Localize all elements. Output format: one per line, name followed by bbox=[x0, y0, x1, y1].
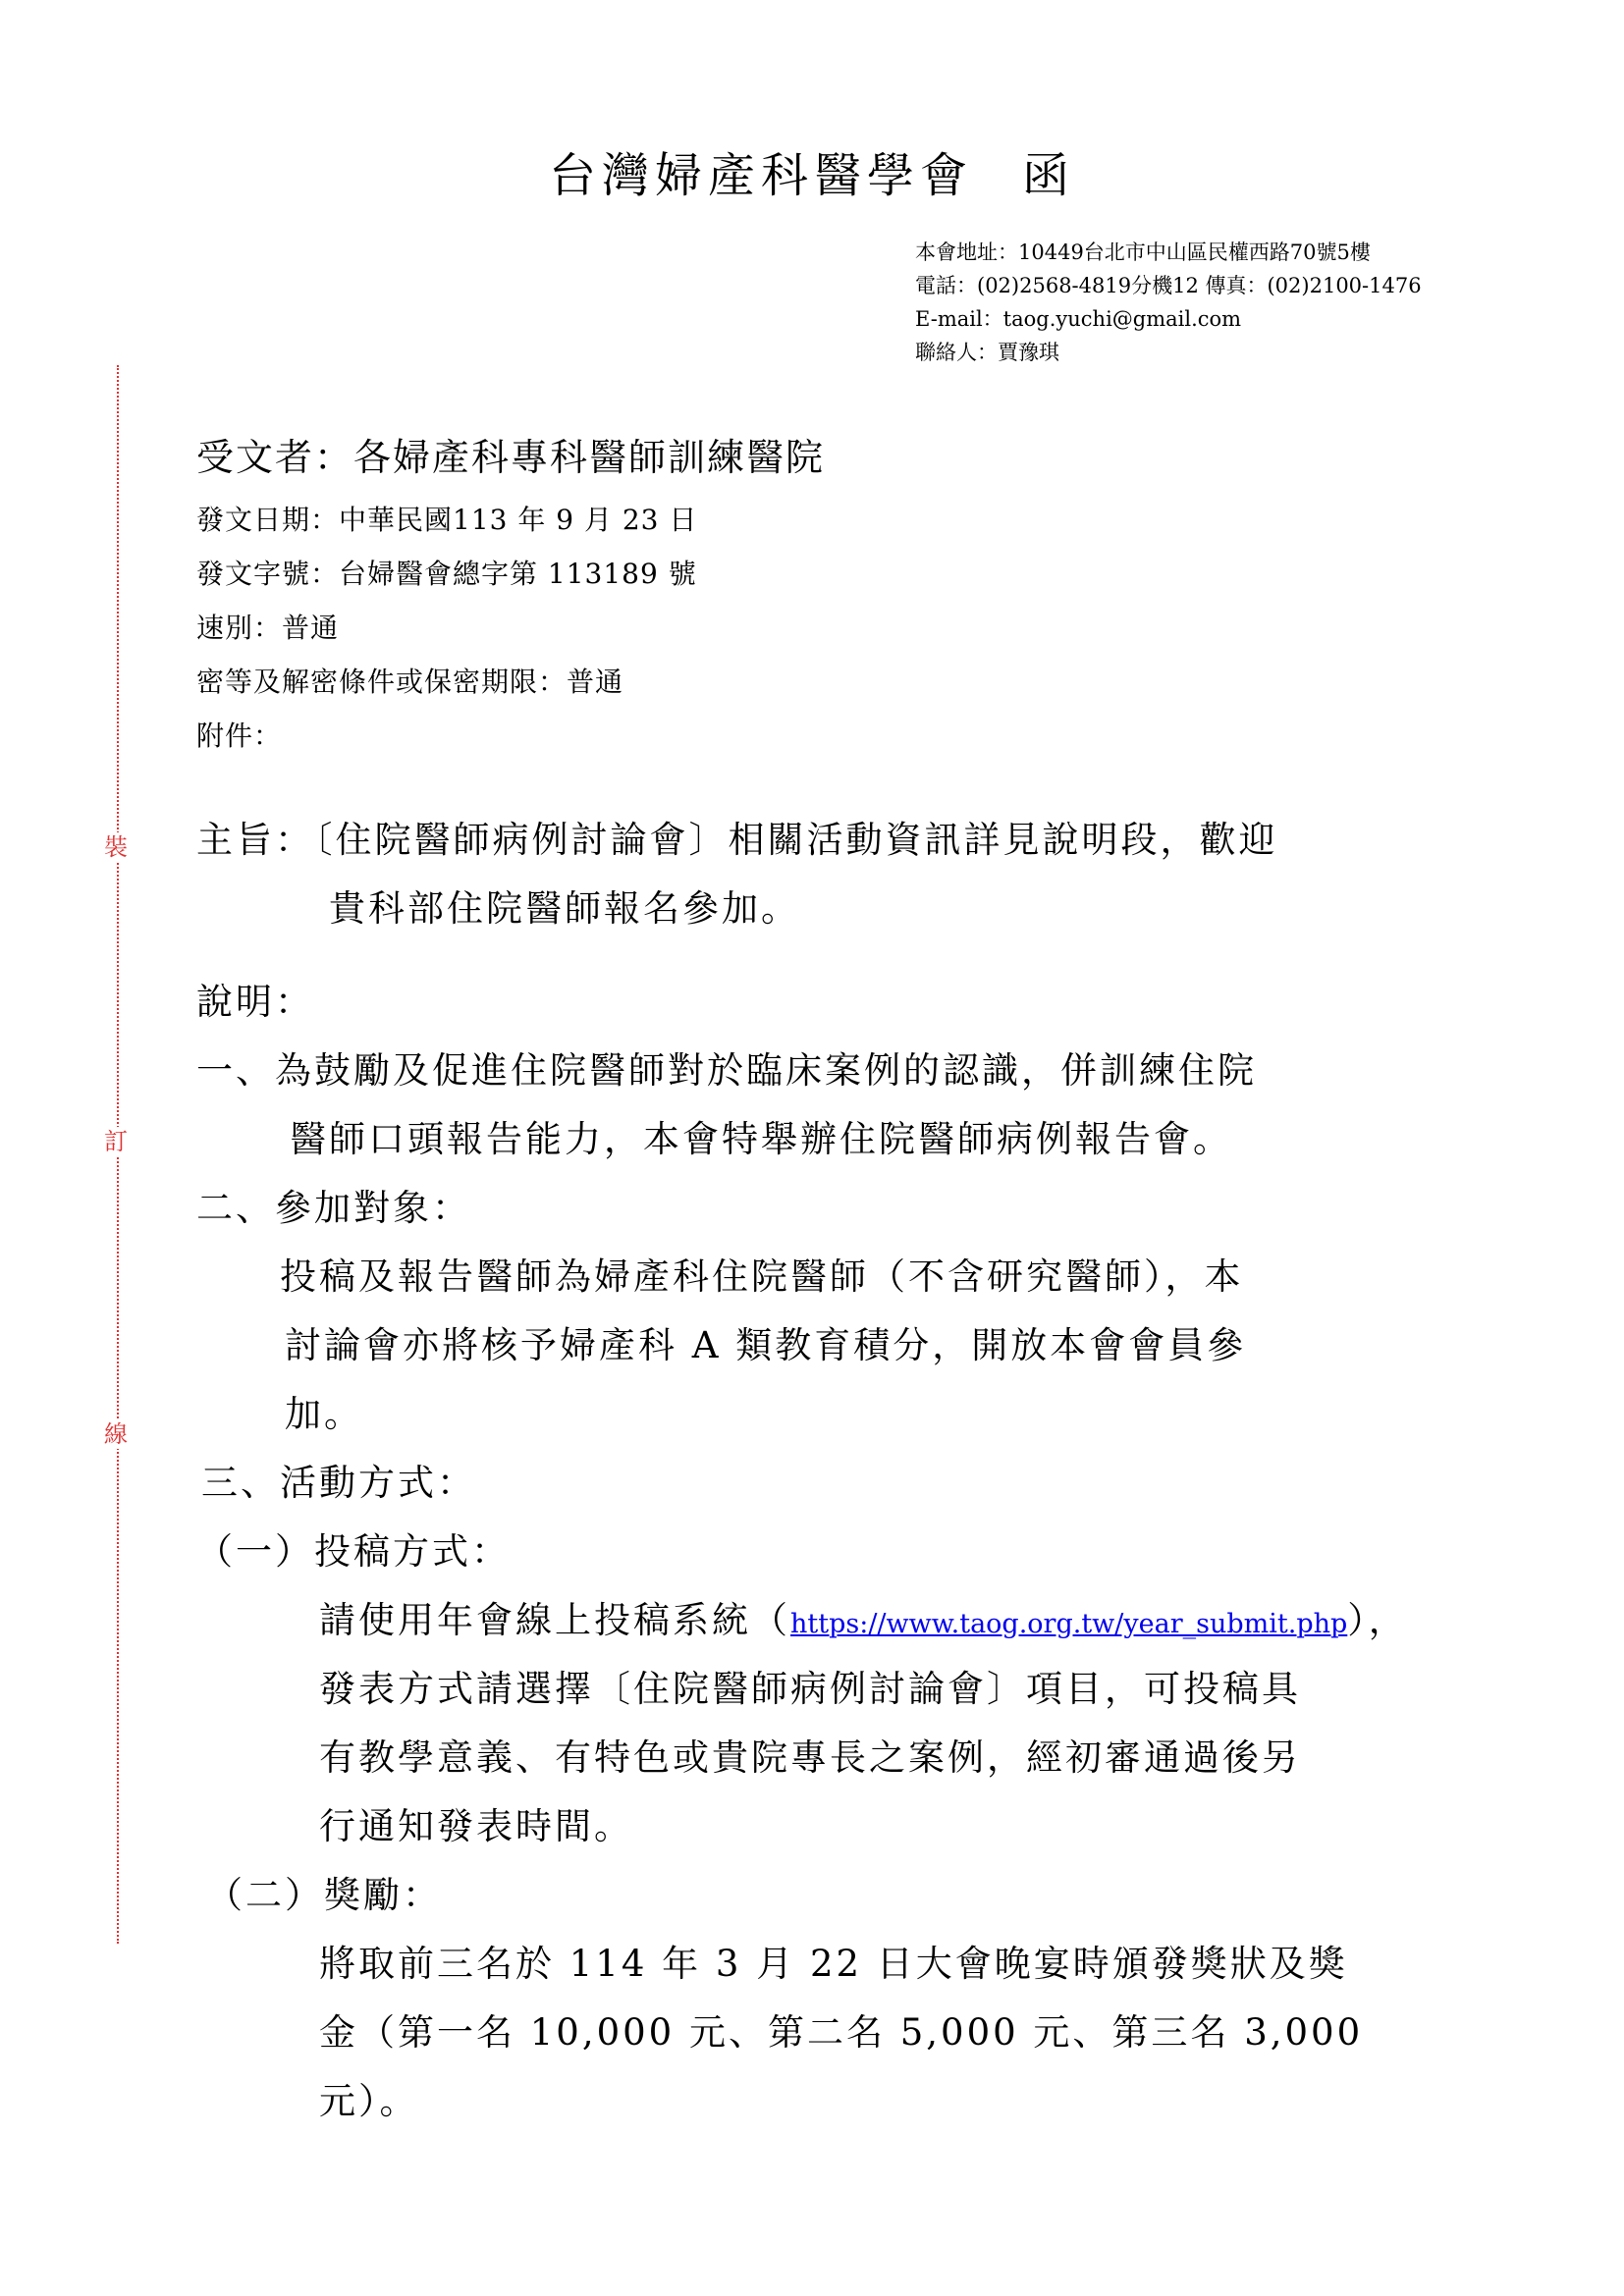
item3-title: 三、活動方式： bbox=[201, 1462, 476, 1504]
attachment: 附件： bbox=[196, 720, 283, 752]
speed-class: 速別：普通 bbox=[196, 612, 340, 644]
issue-date: 發文日期：中華民國113 年 9 月 23 日 bbox=[196, 504, 698, 536]
sub1-line-4: 行通知發表時間。 bbox=[319, 1805, 633, 1847]
sub1-line-3: 有教學意義、有特色或貴院專長之案例，經初審通過後另 bbox=[319, 1736, 1301, 1779]
recipient: 受文者：各婦產科專科醫師訓練醫院 bbox=[196, 436, 826, 479]
sub2-line-2: 金（第一名 10,000 元、第二名 5,000 元、第三名 3,000 bbox=[319, 2011, 1364, 2054]
submit-system-link[interactable]: https://www.taog.org.tw/year_submit.php bbox=[790, 1609, 1348, 1639]
doc-number: 發文字號：台婦醫會總字第 113189 號 bbox=[196, 558, 697, 590]
subject-line-2: 貴科部住院醫師報名參加。 bbox=[329, 887, 800, 930]
sub2-line-3: 元）。 bbox=[319, 2080, 419, 2122]
org-name: 台灣婦產科醫學會 bbox=[548, 148, 973, 203]
explanation-label: 說明： bbox=[196, 981, 314, 1023]
document-title bbox=[0, 137, 1624, 205]
binding-char-ding: 訂 bbox=[104, 1128, 128, 1155]
item1-line-2: 醫師口頭報告能力，本會特舉辦住院醫師病例報告會。 bbox=[290, 1118, 1232, 1160]
sub1-line-1 bbox=[319, 1590, 1408, 1643]
contact-block bbox=[915, 236, 1422, 369]
sub2-line-1: 將取前三名於 114 年 3 月 22 日大會晚宴時頒發獎狀及獎 bbox=[319, 1943, 1348, 1985]
contact-person-line: 聯絡人：賈豫琪 bbox=[915, 341, 1059, 364]
address-line: 本會地址：10449台北市中山區民權西路70號5樓 bbox=[915, 240, 1371, 264]
item2-line-2: 討論會亦將核予婦產科 A 類教育積分，開放本會會員參 bbox=[285, 1324, 1247, 1366]
sub1-title: （一）投稿方式： bbox=[196, 1530, 511, 1573]
item2-line-3: 加。 bbox=[285, 1393, 363, 1435]
item2-line-1: 投稿及報告醫師為婦產科住院醫師（不含研究醫師），本 bbox=[280, 1255, 1244, 1298]
sub1-line-1-post: ）， bbox=[1347, 1599, 1408, 1641]
phone-line: 電話：(02)2568-4819分機12 傳真：(02)2100-1476 bbox=[915, 274, 1422, 297]
sub1-line-1-pre: 請使用年會線上投稿系統（ bbox=[319, 1599, 790, 1641]
security-class: 密等及解密條件或保密期限：普通 bbox=[196, 666, 624, 698]
item1-line-1: 一、為鼓勵及促進住院醫師對於臨床案例的認識，併訓練住院 bbox=[196, 1049, 1257, 1092]
item2-title: 二、參加對象： bbox=[196, 1187, 471, 1229]
binding-char-zhuang: 裝 bbox=[104, 833, 128, 861]
subject-line-1: 主旨：〔住院醫師病例討論會〕相關活動資訊詳見說明段，歡迎 bbox=[196, 819, 1278, 861]
doc-type: 函 bbox=[1022, 148, 1076, 203]
sub1-line-2: 發表方式請選擇〔住院醫師病例討論會〕項目，可投稿具 bbox=[319, 1668, 1301, 1710]
sub2-title: （二）獎勵： bbox=[206, 1874, 442, 1916]
email-line: E-mail：taog.yuchi@gmail.com bbox=[915, 307, 1242, 331]
binding-char-xian: 線 bbox=[104, 1420, 128, 1448]
